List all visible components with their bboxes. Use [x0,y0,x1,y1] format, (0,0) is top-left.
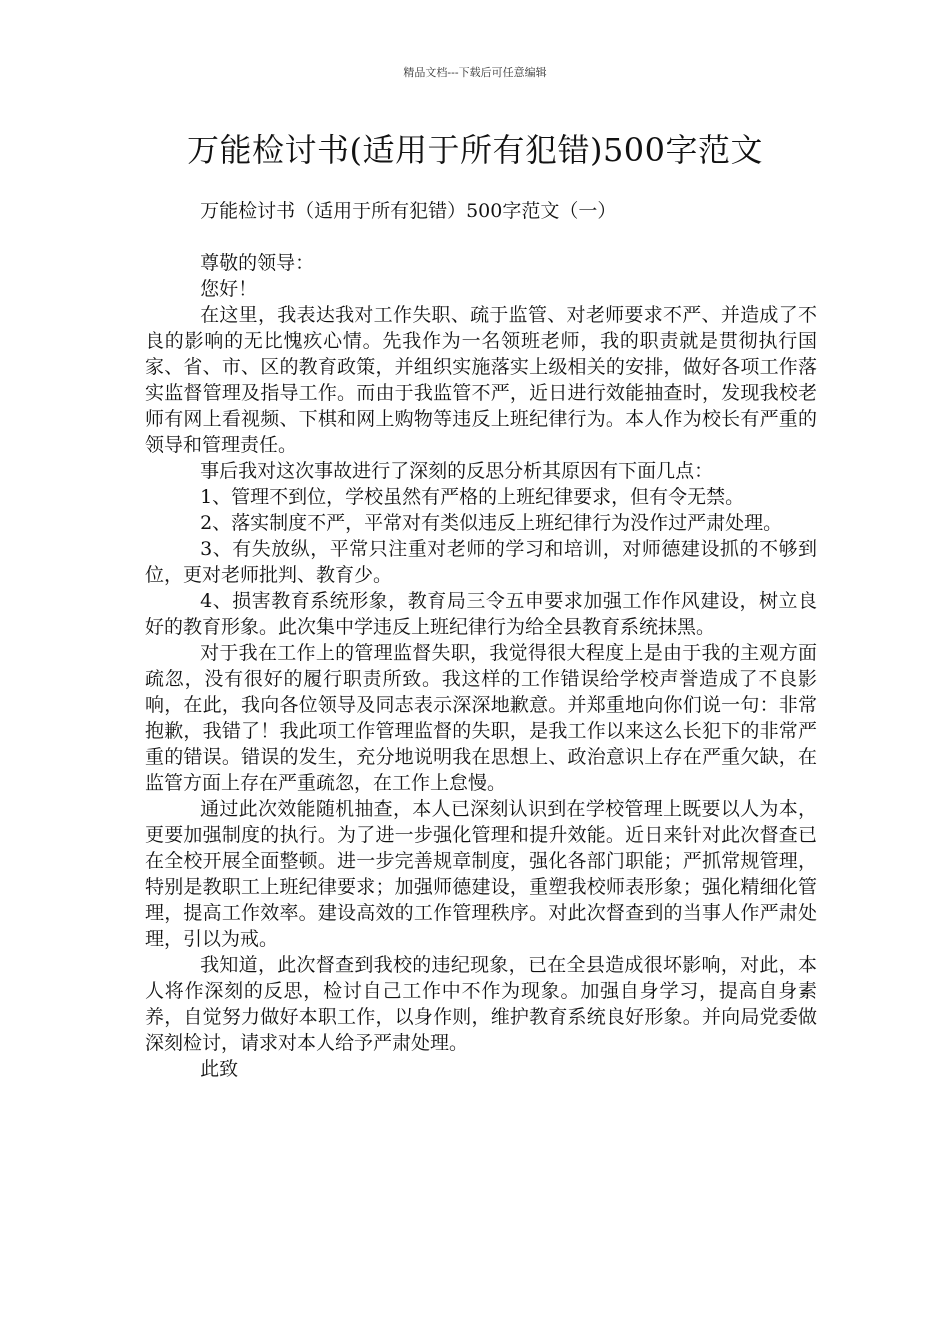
list-item: 1、管理不到位，学校虽然有严格的上班纪律要求，但有令无禁。 [200,486,745,508]
document-title: 万能检讨书(适用于所有犯错)500字范文 [186,131,764,169]
paragraph: 通过此次效能随机抽查，本人已深刻认识到在学校管理上既要以人为本，更要加强制度的执行。为了进一步强化管理和提升效能。近日来针对此次督查已在全校开展全面整顿。进一步完善规章制度，强化各部门职能；严抓常规管理，特别是教职工上班纪律要求；加强师德建设，重塑我校师表形象；强化精细化管理，提高工作效率。建设高效的工作管理秩序。对此次督查到的当事人作严肃处理，引以为戒。 [145,798,817,950]
paragraph: 我知道，此次督查到我校的违纪现象，已在全县造成很坏影响，对此，本人将作深刻的反思，检讨自己工作中不作为现象。加强自身学习，提高自身素养，自觉努力做好本职工作，以身作则，维护教育系统良好形象。并向局党委做深刻检讨，请求对本人给予严肃处理。 [145,954,817,1054]
salutation: 尊敬的领导： [200,252,315,274]
paragraph: 对于我在工作上的管理监督失职，我觉得很大程度上是由于我的主观方面疏忽，没有很好的履行职责所致。我这样的工作错误给学校声誉造成了不良影响，在此，我向各位领导及同志表示深深地歉意。并郑重地向你们说一句：非常抱歉，我错了！我此项工作管理监督的失职，是我工作以来这么长犯下的非常严重的错误。错误的发生，充分地说明我在思想上、政治意识上存在严重欠缺，在监管方面上存在严重疏忽，在工作上怠慢。 [145,642,817,794]
page-header-note: 精品文档---下载后可任意编辑 [403,66,547,79]
document-body [145,198,817,1082]
document-subtitle: 万能检讨书（适用于所有犯错）500字范文（一） [200,200,617,222]
list-item: 4、损害教育系统形象，教育局三令五申要求加强工作作风建设，树立良好的教育形象。此次集中学违反上班纪律行为给全县教育系统抹黑。 [145,590,817,638]
closing: 此致 [200,1058,239,1080]
paragraph: 在这里，我表达我对工作失职、疏于监管、对老师要求不严、并造成了不良的影响的无比愧疚心情。先我作为一名领班老师，我的职责就是贯彻执行国家、省、市、区的教育政策，并组织实施落实上级相关的安排，做好各项工作落实监督管理及指导工作。而由于我监管不严，近日进行效能抽查时，发现我校老师有网上看视频、下棋和网上购物等违反上班纪律行为。本人作为校长有严重的领导和管理责任。 [145,304,817,456]
list-item: 2、落实制度不严，平常对有类似违反上班纪律行为没作过严肃处理。 [200,512,783,534]
paragraph: 事后我对这次事故进行了深刻的反思分析其原因有下面几点： [200,460,714,482]
greeting: 您好！ [200,278,258,300]
list-item: 3、有失放纵，平常只注重对老师的学习和培训，对师德建设抓的不够到位，更对老师批判、教育少。 [145,538,817,586]
